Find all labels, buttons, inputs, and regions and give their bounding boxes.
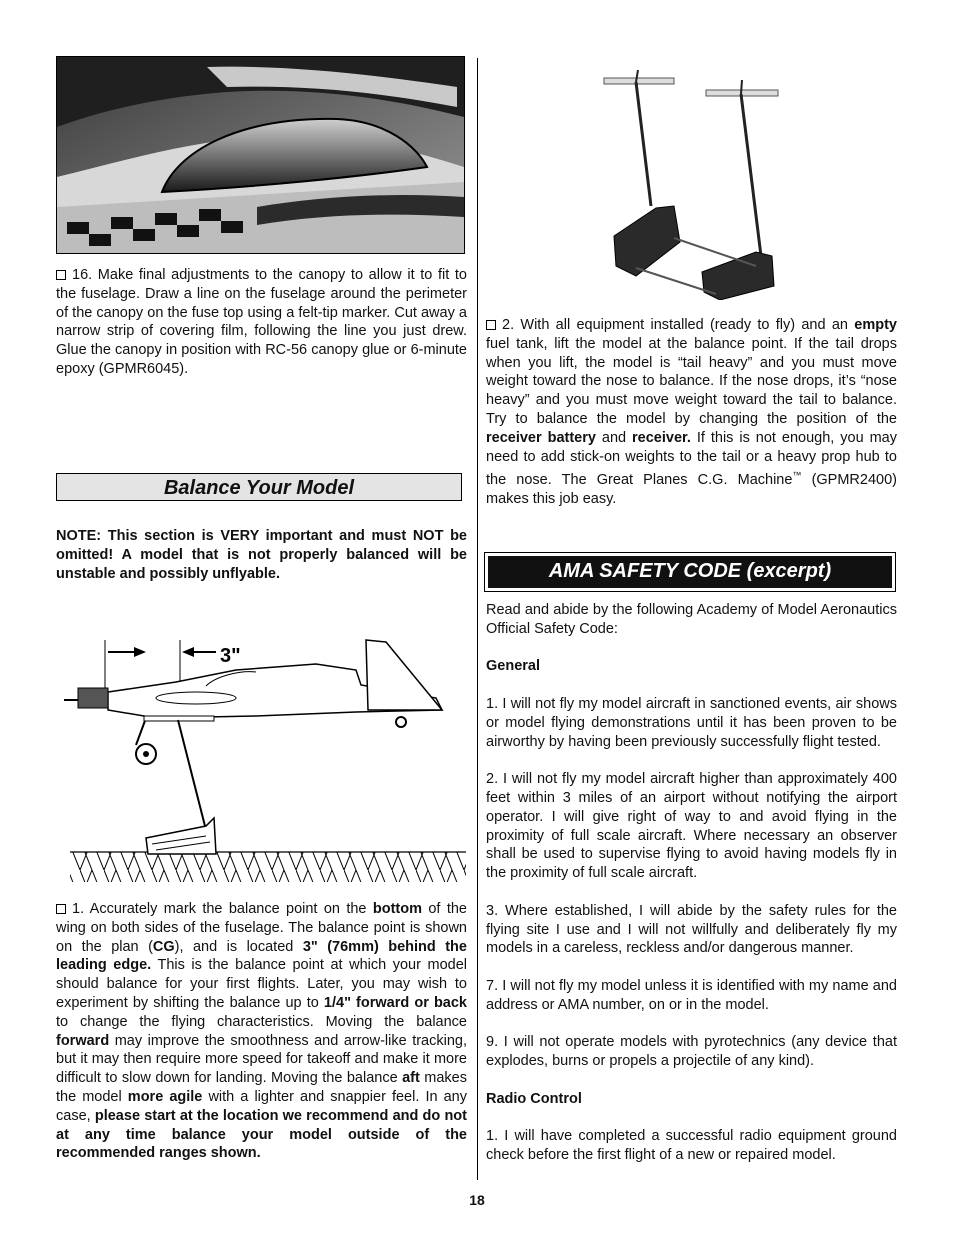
step1-text: to change the flying characteristics. Moving the balance bbox=[56, 1013, 467, 1030]
step1-text: of the wing on both sides of the fuselage. The balance point is shown on the plan ( bbox=[56, 901, 467, 955]
ama-heading bbox=[484, 552, 896, 592]
step1-bold: 3" (76mm) behind the leading edge. bbox=[56, 938, 467, 974]
balance-diagram bbox=[56, 630, 467, 890]
step2-bold: receiver. bbox=[632, 429, 691, 446]
step1-bold: 1/4" forward or back bbox=[323, 994, 467, 1011]
cg-machine-illustration bbox=[596, 66, 786, 300]
radio-rule-1: 1. I will have completed a successful radio equipment ground check before the first flight of a new or repaired model. bbox=[486, 1128, 897, 1164]
step1-paragraph bbox=[56, 900, 467, 1163]
step16-text: 16. Make final adjustments to the canopy to allow it to fit to the fuselage. Draw a line on the fuselage around the perimeter of the canopy on the fuse top using a felt-tip marker. Cut away a narrow strip of covering film, following the line you just drew. Glue the canopy in position with RC-56 canopy glue or 6-minute epoxy (GPMR6045). bbox=[56, 267, 467, 377]
ama-safety-code bbox=[486, 601, 897, 1165]
step2-bold: receiver battery bbox=[486, 429, 596, 446]
balance-note-text: NOTE: This section is VERY important and must NOT be omitted! A model that is not properly balanced will be unstable and possibly unflyable. bbox=[56, 528, 467, 582]
step1-bold: CG bbox=[152, 938, 175, 955]
rule-7: 7. I will not fly my model unless it is identified with my name and address or AMA number, on or in the model. bbox=[486, 977, 897, 1013]
trademark-symbol: ™ bbox=[792, 470, 802, 481]
cg-machine-photo bbox=[596, 66, 786, 300]
step1-text: may improve the smoothness and arrow-like tracking, but it may then require more speed for takeoff and make it more difficult to slow down for landing. Moving the balance bbox=[56, 1032, 467, 1087]
checkbox-icon[interactable] bbox=[486, 320, 496, 330]
step16-paragraph bbox=[56, 266, 467, 379]
step2-bold: empty bbox=[854, 317, 897, 333]
page-number: 18 bbox=[469, 1192, 485, 1208]
step1-bold: forward bbox=[56, 1032, 110, 1049]
balance-note bbox=[56, 527, 467, 583]
canopy-illustration bbox=[57, 57, 464, 253]
step1-bold: bottom bbox=[372, 901, 422, 917]
dimension-label: 3" bbox=[220, 645, 241, 667]
step1-bold: aft bbox=[402, 1070, 420, 1087]
rule-2: 2. I will not fly my model aircraft higher than approximately 400 feet within 3 miles of an airport without notifying the airport operator. I will give right of way to and avoid flying in the proximity of full scale aircraft. Where necessary an observer shall be used to supervise flying to avoid having models fly in the proximity of full scale aircraft. bbox=[486, 771, 897, 882]
general-title: General bbox=[486, 658, 540, 675]
step1-text: makes the model bbox=[56, 1070, 467, 1105]
checkbox-icon[interactable] bbox=[56, 904, 66, 914]
step2-paragraph bbox=[486, 316, 897, 509]
step1-text: 1. Accurately mark the balance point on the bbox=[72, 901, 373, 917]
step2-text: and bbox=[595, 429, 633, 446]
radio-control-title: Radio Control bbox=[486, 1090, 582, 1107]
step1-text: with a lighter and snappier feel. In any case, bbox=[56, 1088, 467, 1124]
step2-text: 2. With all equipment installed (ready to fly) and an bbox=[502, 317, 855, 333]
step2-text: If this is not enough, you may need to add stick-on weights to the tail or a heavy prop hub to the nose. The Great Planes C.G. Machine bbox=[486, 429, 897, 489]
airplane-balance-illustration bbox=[56, 630, 467, 890]
column-divider bbox=[477, 58, 478, 1180]
ama-intro: Read and abide by the following Academy of Model Aeronautics Official Safety Code: bbox=[486, 602, 897, 637]
rule-3: 3. Where established, I will abide by the safety rules for the flying site I use and I will not willfully and deliberately fly my models in a careless, reckless and/or dangerous manner. bbox=[486, 902, 897, 957]
canopy-photo bbox=[56, 56, 465, 254]
step1-text: ), and is located bbox=[174, 938, 303, 955]
ama-heading-text: AMA SAFETY CODE (excerpt) bbox=[488, 556, 892, 588]
checkbox-icon[interactable] bbox=[56, 270, 66, 280]
step1-bold: please start at the location we recommend and do not at any time balance your model outside of the recommended ranges shown. bbox=[56, 1107, 467, 1162]
balance-heading: Balance Your Model bbox=[56, 473, 462, 501]
step1-text: This is the balance point at which your model should balance for your first flights. Later, you may wish to experiment by shifting the balance up to bbox=[56, 957, 467, 1011]
rule-9: 9. I will not operate models with pyrotechnics (any device that explodes, burns or propels a projectile of any kind). bbox=[486, 1034, 897, 1070]
step1-bold: more agile bbox=[127, 1088, 203, 1105]
rule-1: 1. I will not fly my model aircraft in sanctioned events, air shows or model flying demonstrations until it has been proven to be airworthy by having been previously successfully flight tested. bbox=[486, 695, 897, 750]
step2-text: (GPMR2400) makes this job easy. bbox=[486, 472, 897, 507]
step2-text: fuel tank, lift the model at the balance point. If the tail drops when you lift, the model is “tail heavy” and you must move weight toward the nose to balance. If the nose drops, it’s “nose heavy” and you must move weight toward the tail to balance. Try to balance the model by changing the position of the bbox=[486, 335, 897, 427]
